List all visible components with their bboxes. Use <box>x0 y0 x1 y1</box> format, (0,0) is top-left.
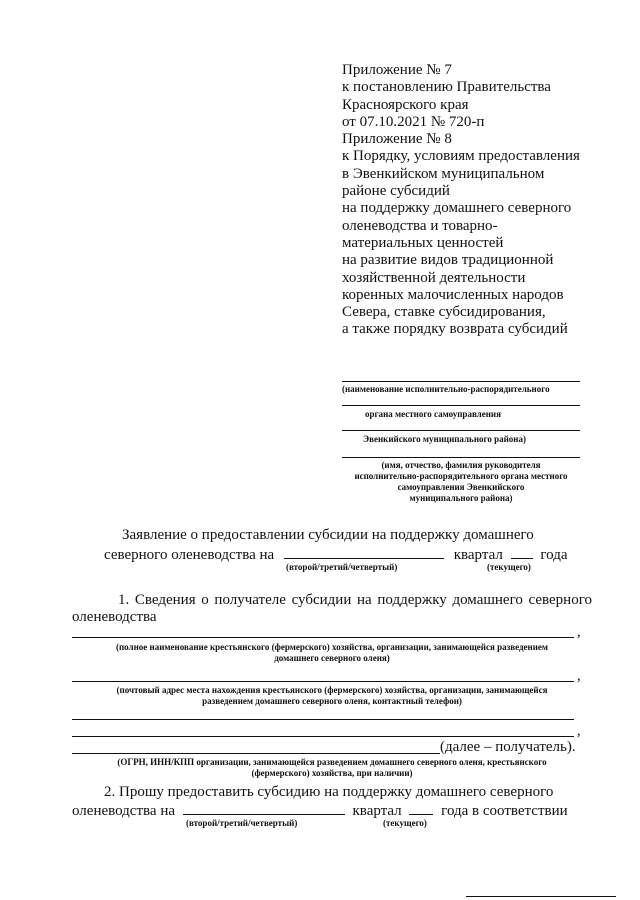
addressee-hint-1: (наименование исполнительно-распорядительного <box>342 384 550 394</box>
section1-heading <box>72 592 592 627</box>
addressee-line-1[interactable] <box>342 381 580 382</box>
recipient-name-field[interactable] <box>72 637 574 638</box>
header-line: Приложение № 7 <box>342 62 452 78</box>
header-line: а также порядку возврата субсидий <box>342 321 568 338</box>
document-header <box>342 62 612 339</box>
addressee-line-3[interactable] <box>342 430 580 431</box>
header-line: Севера, ставке субсидирования, <box>342 304 546 321</box>
header-line: материальных ценностей <box>342 234 504 251</box>
title-year-hint: (текущего) <box>487 562 531 572</box>
hint-line: домашнего северного оленя) <box>274 653 390 663</box>
header-line: оленеводства и товарно- <box>342 217 498 234</box>
header-line: районе субсидий <box>342 183 450 200</box>
year-blank[interactable] <box>511 545 533 559</box>
hint-line: (имя, отчество, фамилия руководителя <box>381 460 541 470</box>
title-prefix: северного оленеводства на <box>104 547 275 563</box>
recipient-ogrn-field-2[interactable] <box>72 736 574 737</box>
hint-line: разведением домашнего северного оленя, контактный телефон) <box>202 696 462 706</box>
title-quarter-hint: (второй/третий/четвертый) <box>286 562 398 572</box>
hint-line: (ОГРН, ИНН/КПП организации, занимающейся разведением домашнего северного оленя, крестьянского <box>117 757 547 767</box>
addressee-line-2[interactable] <box>342 405 580 406</box>
header-line: хозяйственной деятельности <box>342 269 526 286</box>
recipient-address-hint <box>72 685 592 707</box>
recipient-ogrn-field-3[interactable] <box>72 753 440 754</box>
hint-line: исполнительно-распорядительного органа местного <box>354 471 568 481</box>
hint-line: (полное наименование крестьянского (фермерского) хозяйства, организации, занимающейся разведением <box>115 642 549 652</box>
quarter-blank[interactable] <box>284 545 444 559</box>
header-line: на развитие видов традиционной <box>342 252 554 269</box>
addressee-hint-3: Эвенкийского муниципального района) <box>363 434 526 444</box>
header-line: в Эвенкийском муниципальном <box>342 165 545 182</box>
header-line: на поддержку домашнего северного <box>342 200 572 217</box>
section2-quarter-word: квартал <box>352 803 402 819</box>
hint-line: муниципального района) <box>409 493 513 503</box>
comma: , <box>577 723 581 739</box>
document-title-line-1: Заявление о предоставлении субсидии на поддержку домашнего <box>122 527 534 543</box>
header-line: коренных малочисленных народов <box>342 286 564 303</box>
section2-line-1: 2. Прошу предоставить субсидию на поддержку домашнего северного <box>104 784 554 800</box>
comma: , <box>577 668 581 684</box>
section2-prefix: оленеводства на <box>72 803 176 819</box>
section2-year-hint: (текущего) <box>383 818 427 828</box>
recipient-name-hint <box>72 642 592 664</box>
recipient-address-field[interactable] <box>72 681 574 682</box>
comma: , <box>577 624 581 640</box>
footer-divider <box>466 896 616 897</box>
section1-heading-line: 1. Сведения о получателе субсидии на поддержку домашнего северного <box>118 592 592 608</box>
section2-tail: года в соответствии <box>441 803 568 819</box>
addressee-line-4[interactable] <box>342 457 580 458</box>
recipient-ogrn-field-1[interactable] <box>72 719 574 720</box>
section1-heading-line: оленеводства <box>72 609 157 626</box>
header-line: к постановлению Правительства <box>342 79 551 96</box>
header-line: Красноярского края <box>342 96 469 113</box>
header-line: Приложение № 8 <box>342 131 452 148</box>
header-line: к Порядку, условиям предоставления <box>342 148 580 165</box>
section2-quarter-hint: (второй/третий/четвертый) <box>186 818 298 828</box>
header-line: от 07.10.2021 № 720-п <box>342 113 485 130</box>
title-quarter-word: квартал <box>453 547 503 563</box>
hint-line: (фермерского) хозяйства, при наличии) <box>251 768 413 778</box>
hint-line: самоуправления Эвенкийского <box>397 482 525 492</box>
recipient-suffix: (далее – получатель). <box>440 739 576 755</box>
recipient-ogrn-hint <box>72 757 592 779</box>
section2-year-blank[interactable] <box>409 801 433 815</box>
title-year-word: года <box>540 547 568 563</box>
hint-line: (почтовый адрес места нахождения крестьянского (фермерского) хозяйства, организации, занимающейся <box>116 685 548 695</box>
addressee-hint-2: органа местного самоуправления <box>365 409 501 419</box>
section2-line-2 <box>72 801 612 820</box>
section2-quarter-blank[interactable] <box>183 801 345 815</box>
addressee-hint-4 <box>330 460 592 504</box>
